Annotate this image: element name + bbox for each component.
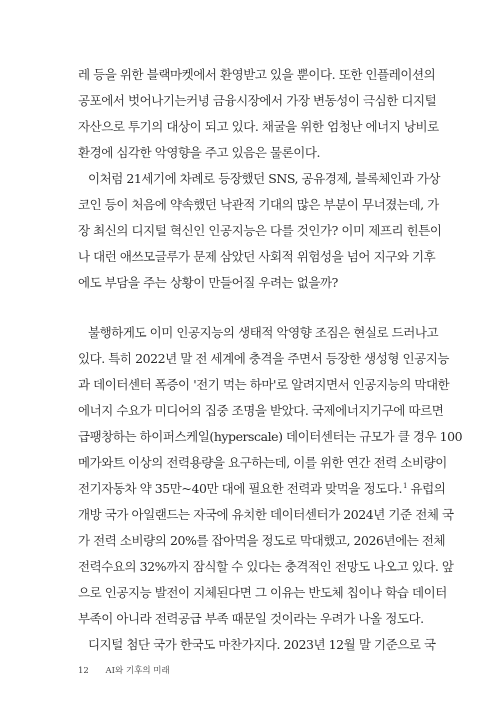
text-line: 나 대런 애쓰모글루가 문제 삼았던 사회적 위험성을 넘어 지구와 기후 xyxy=(78,249,436,264)
text-line: 레 등을 위한 블랙마켓에서 환영받고 있을 뿐이다. 또한 인플레이션의 xyxy=(78,67,436,82)
footnote-marker[interactable]: 1 xyxy=(402,481,407,490)
text-line: 전력수요의 32%까지 잠식할 수 있다는 충격적인 전망도 나오고 있다. 앞 xyxy=(78,559,454,574)
page-footer xyxy=(78,664,170,678)
text-line: 에너지 수요가 미디어의 집중 조명을 받았다. 국제에너지기구에 따르면 xyxy=(78,403,444,418)
text-line: 코인 등이 처음에 약속했던 낙관적 기대의 많은 부분이 무너졌는데, 가 xyxy=(78,197,439,212)
text-line: 개방 국가 아일랜드는 자국에 유치한 데이터센터가 2024년 기준 전체 국 xyxy=(78,507,454,522)
text-line: 환경에 심각한 악영향을 주고 있음은 물론이다. xyxy=(78,145,321,160)
line-text: 유럽의 xyxy=(410,481,446,496)
running-title: AI와 기후의 미래 xyxy=(105,666,170,676)
text-line: 이처럼 21세기에 차례로 등장했던 SNS, 공유경제, 블록체인과 가상 xyxy=(88,171,440,186)
page-number: 12 xyxy=(78,666,89,676)
text-line: 있다. 특히 2022년 말 전 세계에 충격을 주면서 등장한 생성형 인공지능 xyxy=(78,351,450,366)
text-line: 공포에서 벗어나기는커녕 금융시장에서 가장 변동성이 극심한 디지털 xyxy=(78,93,437,108)
text-line: 디지털 첨단 국가 한국도 마찬가지다. 2023년 12월 말 기준으로 국 xyxy=(88,637,436,652)
line-text: 전기자동차 약 35만~40만 대에 필요한 전력과 맞먹을 정도다. xyxy=(78,481,402,496)
text-line-with-footnote xyxy=(78,478,446,500)
text-line: 에도 부담을 주는 상황이 만들어질 우려는 없을까? xyxy=(78,275,338,290)
text-line: 과 데이터센터 폭증이 '전기 먹는 하마'로 알려지면서 인공지능의 막대한 xyxy=(78,377,450,392)
text-line: 자산으로 투기의 대상이 되고 있다. 채굴을 위한 엄청난 에너지 낭비로 xyxy=(78,119,439,134)
text-line: 불행하게도 이미 인공지능의 생태적 악영향 조짐은 현실로 드러나고 xyxy=(88,325,439,340)
text-line: 으로 인공지능 발전이 지체된다면 그 이유는 반도체 칩이나 학습 데이터 xyxy=(78,585,447,600)
text-line: 부족이 아니라 전력공급 부족 때문일 것이라는 우려가 나올 정도다. xyxy=(78,611,424,626)
text-line: 가 전력 소비량의 20%를 잡아먹을 정도로 막대했고, 2026년에는 전체 xyxy=(78,533,446,548)
text-line: 급팽창하는 하이퍼스케일(hyperscale) 데이터센터는 규모가 클 경우 100 xyxy=(78,429,463,444)
text-line: 장 최신의 디지털 혁신인 인공지능은 다를 것인가? 이미 제프리 힌튼이 xyxy=(78,223,442,238)
text-line: 메가와트 이상의 전력용량을 요구하는데, 이를 위한 연간 전력 소비량이 xyxy=(78,455,447,470)
